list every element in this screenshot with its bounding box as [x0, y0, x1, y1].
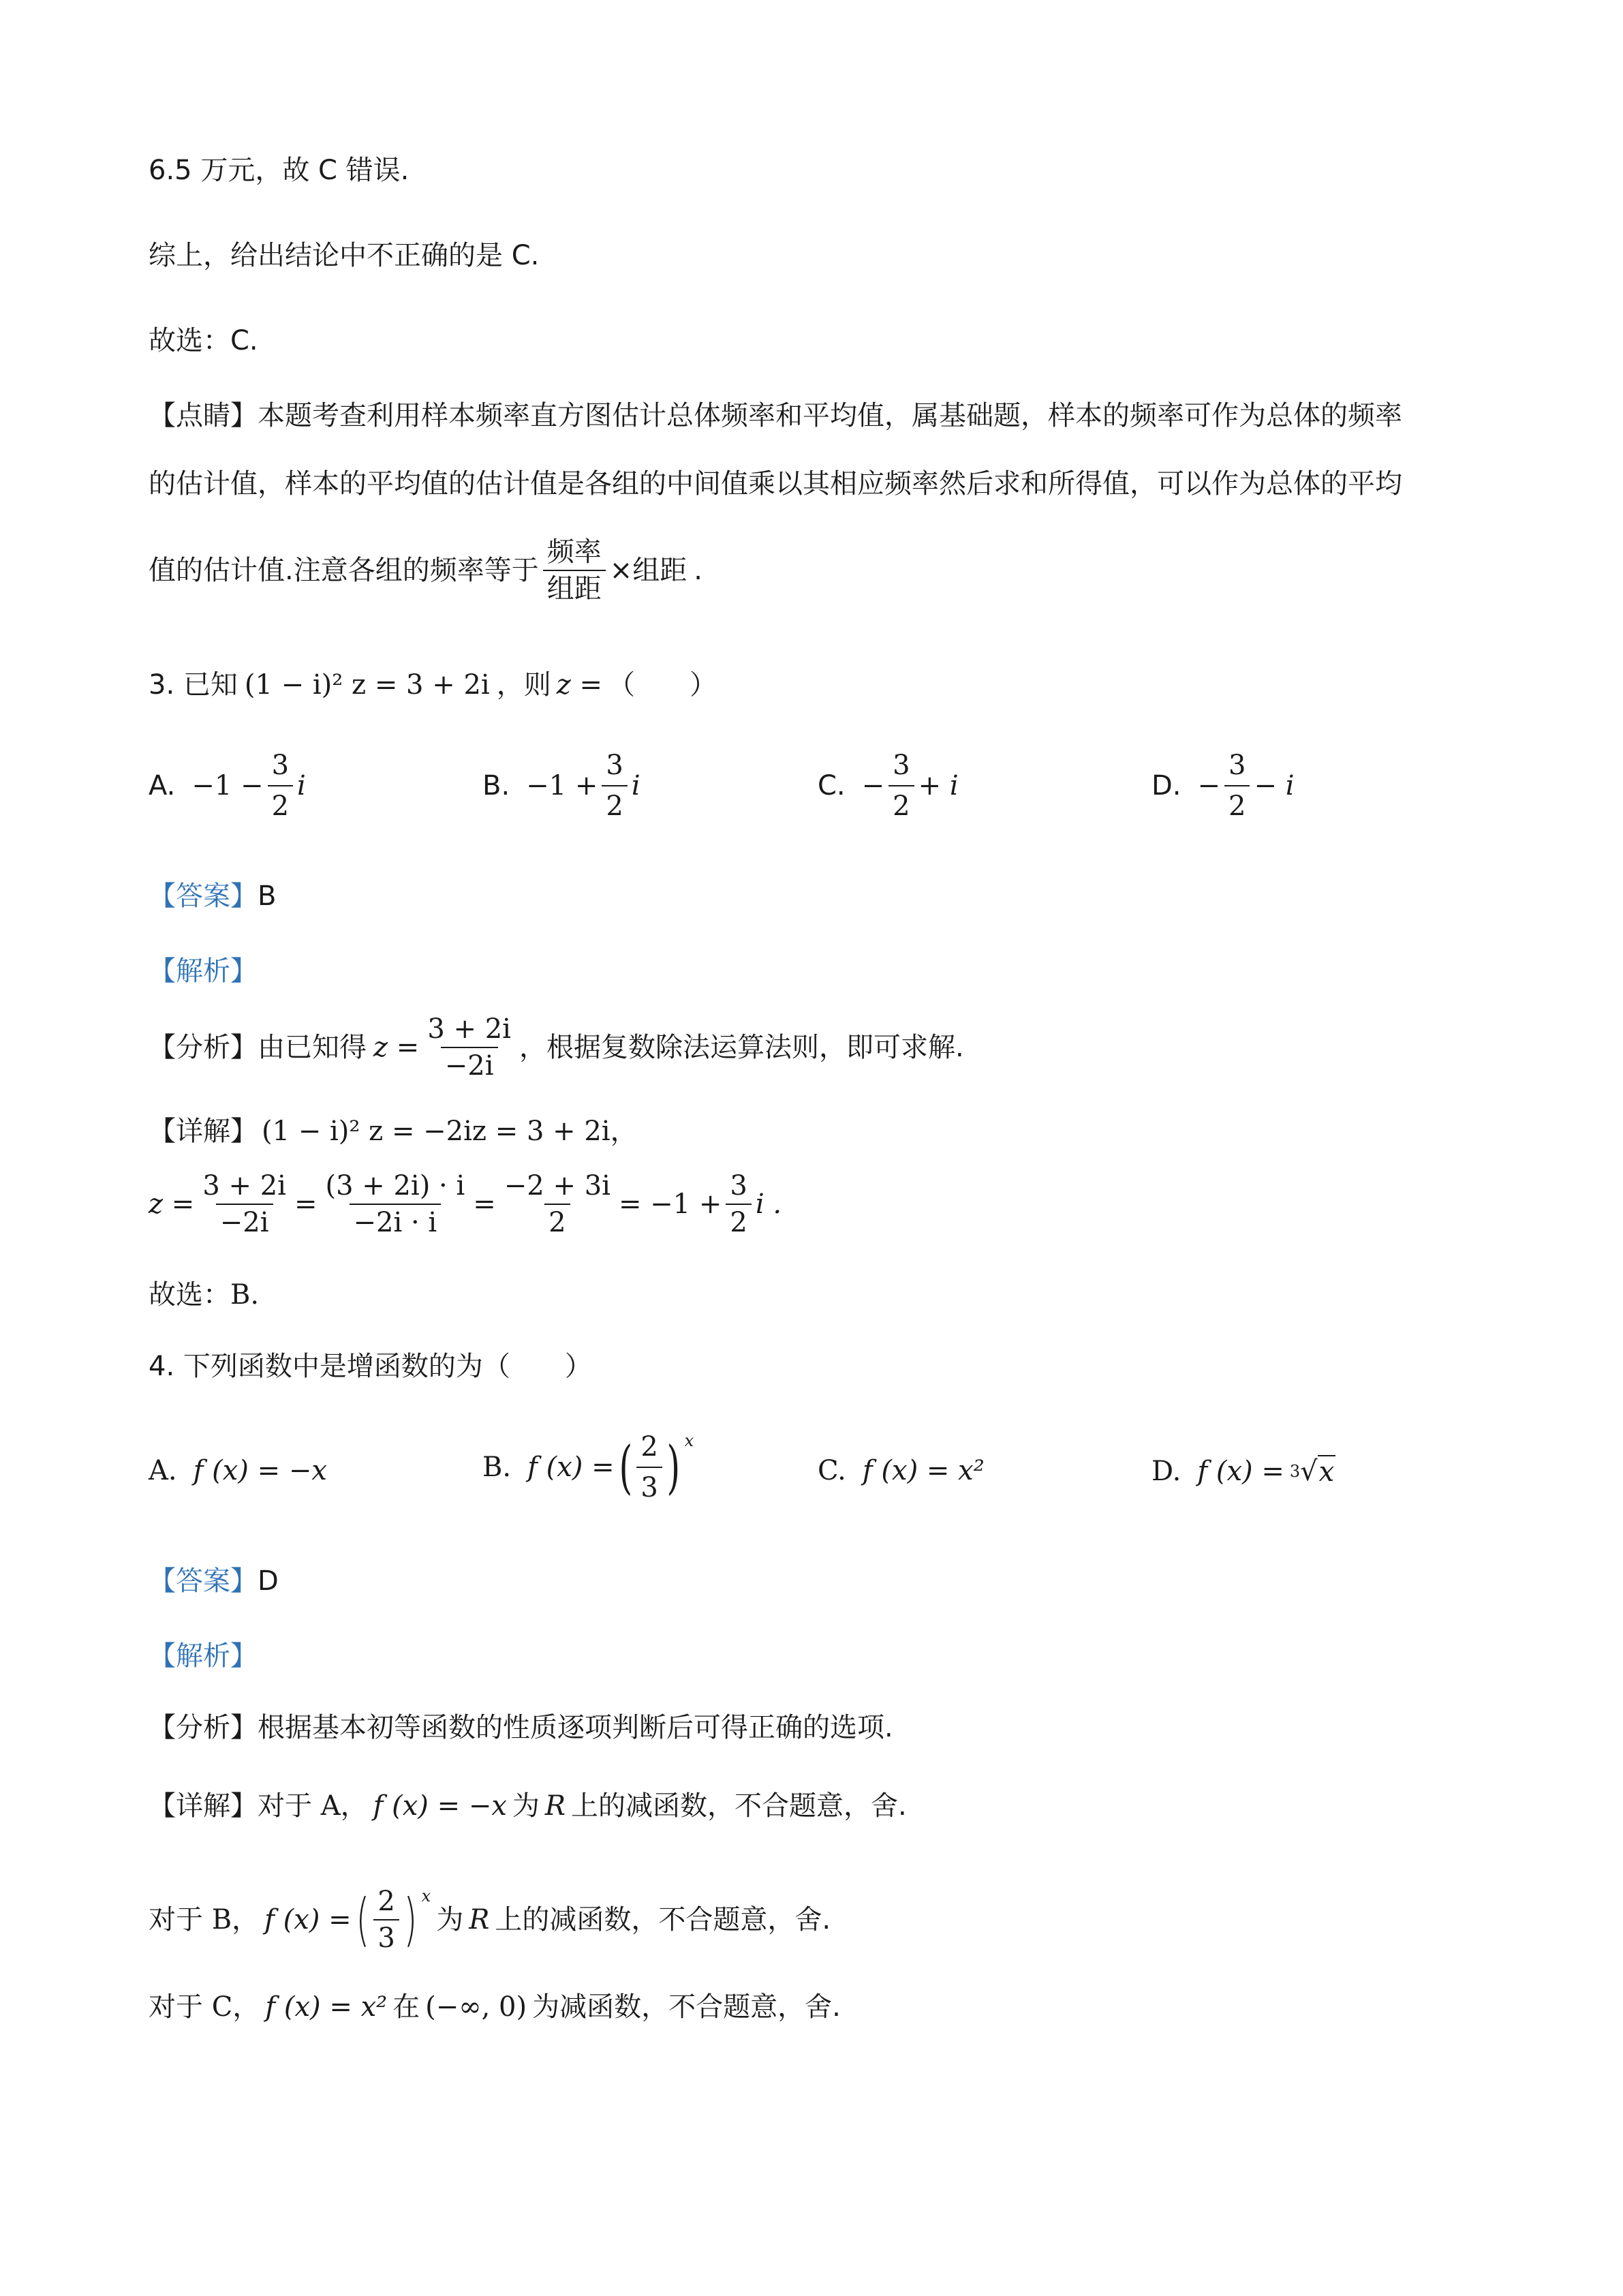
option-label: B. [482, 770, 510, 801]
q3-calc-line [149, 1172, 782, 1236]
q3-stem [149, 671, 717, 699]
answer-value: B [258, 881, 277, 912]
right-paren: ) [403, 1886, 418, 1953]
frac-den: 2 [268, 785, 293, 822]
option-fraction [1224, 750, 1250, 822]
note-text-1: 本题考查利用样本频率直方图估计总体频率和平均值，属基础题，样本的频率可作为总体的频率 [258, 400, 1402, 431]
option-label: A. [149, 1455, 177, 1486]
q2-note-line-2: 的估计值，样本的平均值的估计值是各组的中间值乘以其相应频率然后求和所得值，可以作为总体的平均 [149, 468, 1402, 500]
q4-option-b[interactable] [482, 1431, 694, 1503]
q4-option-d[interactable] [1151, 1455, 1335, 1488]
xj-pre: 对于 C， [149, 1991, 260, 2023]
q4-fenxi-line [149, 1714, 893, 1741]
xj-expr: f (x) = [264, 1904, 352, 1935]
q2-note-line-3 [149, 538, 702, 602]
xj-fraction [373, 1888, 399, 1952]
q4-xiangjie-a [149, 1792, 907, 1820]
xj-pre: 对于 A， [258, 1790, 368, 1822]
frac-den: −2i · i [350, 1204, 442, 1236]
option-fraction [888, 750, 914, 822]
xiangjie-comma: ， [610, 1116, 638, 1147]
left-paren: ( [619, 1434, 632, 1501]
option-expr: f (x) = [1197, 1456, 1284, 1487]
analysis-tag: 【解析】 [149, 1640, 258, 1672]
q2-summary-line: 综上，给出结论中不正确的是 C. [149, 240, 540, 271]
q2-note-line-1 [149, 402, 1402, 429]
calc-eq: = −1 + [618, 1189, 722, 1220]
note-frac-den: 组距 [543, 570, 606, 602]
fenxi-post: ，根据复数除法运算法则，即可求解. [519, 1032, 964, 1063]
q3-answer-line [149, 883, 276, 910]
frac-den: 2 [888, 785, 914, 822]
q3-stem-equation: (1 − i)² z = 3 + 2i [244, 669, 490, 701]
xj-interval: (−∞, 0) [425, 1991, 527, 2023]
fenxi-tag: 【分析】 [149, 1712, 258, 1743]
q3-stem-mid: ，则 [496, 669, 551, 701]
q3-option-a[interactable] [149, 750, 306, 822]
option-label: D. [1151, 1456, 1181, 1487]
q4-analysis-tag [149, 1642, 258, 1670]
root-argument: x [1318, 1456, 1335, 1488]
calc-frac-2 [321, 1172, 469, 1236]
option-expr: f (x) = [527, 1452, 615, 1483]
xj-R: R [544, 1790, 566, 1822]
fenxi-pre: 由已知得 [258, 1032, 367, 1063]
right-paren: ) [666, 1434, 681, 1501]
xj-post: 上的减函数，不合题意，舍. [571, 1790, 907, 1822]
left-paren: ( [356, 1886, 369, 1953]
analysis-tag: 【解析】 [149, 955, 258, 987]
xj-post: 上的减函数，不合题意，舍. [495, 1904, 831, 1935]
radical-icon: √ [1300, 1456, 1318, 1487]
option-exponent: x [684, 1431, 694, 1450]
option-whole: −1 − [191, 770, 264, 801]
answer-value: D [258, 1565, 279, 1597]
q3-xiangjie-line [149, 1118, 638, 1145]
frac-den: −2i [216, 1204, 273, 1236]
xj-expr: f (x) = x² [265, 1991, 388, 2023]
frac-den: −2i [441, 1047, 498, 1080]
xj-pre: 对于 B， [149, 1904, 260, 1935]
fenxi-lhs: z = [373, 1032, 420, 1063]
note-fraction [543, 538, 606, 602]
q3-analysis-tag [149, 955, 258, 987]
frac-num: (3 + 2i) · i [325, 1170, 465, 1201]
fenxi-tag: 【分析】 [149, 1032, 258, 1063]
fenxi-fraction [423, 1015, 515, 1080]
frac-num: −2 + 3i [504, 1170, 610, 1201]
calc-frac-3 [500, 1172, 615, 1236]
xj-expr: f (x) = −x [373, 1790, 507, 1822]
frac-num: 3 [730, 1170, 747, 1201]
note-tag: 【点睛】 [149, 400, 258, 431]
q4-xiangjie-b [149, 1888, 831, 1952]
q3-option-b[interactable] [482, 750, 640, 822]
frac-den: 2 [602, 785, 627, 822]
xiangjie-equation: (1 − i)² z = −2iz = 3 + 2i [262, 1116, 610, 1147]
q3-stem-var: z = [556, 669, 603, 701]
option-tail: i [297, 770, 306, 801]
q4-option-c[interactable] [818, 1455, 985, 1486]
option-label: A. [149, 770, 176, 801]
option-whole: − [1197, 770, 1221, 801]
note-text-3-post: ×组距 [609, 555, 687, 586]
calc-frac-1 [198, 1172, 290, 1236]
xj-exponent: x [421, 1886, 431, 1905]
xj-post: 为减函数，不合题意，舍. [532, 1991, 841, 2023]
calc-lhs: z = [149, 1189, 195, 1220]
calc-eq: = [473, 1189, 496, 1220]
fenxi-text: 根据基本初等函数的性质逐项判断后可得正确的选项. [258, 1712, 893, 1743]
xiangjie-tag: 【详解】 [149, 1790, 258, 1822]
option-whole: − [861, 770, 885, 801]
option-fraction [636, 1431, 662, 1503]
q3-option-d[interactable] [1151, 750, 1295, 822]
frac-den: 3 [636, 1467, 662, 1503]
frac-num: 2 [640, 1431, 658, 1463]
frac-den: 2 [1224, 785, 1250, 822]
xj-mid: 为 [436, 1904, 464, 1935]
option-label: D. [1151, 770, 1181, 801]
frac-num: 3 + 2i [427, 1013, 511, 1045]
xj-mid: 为 [512, 1790, 540, 1822]
q3-choose-line: 故选：B. [149, 1279, 260, 1311]
frac-den: 2 [726, 1204, 751, 1236]
option-expr: f (x) = x² [862, 1455, 985, 1486]
option-tail: − i [1254, 770, 1295, 801]
option-label: B. [482, 1452, 512, 1483]
q3-stem-pre: 3. 已知 [149, 669, 238, 701]
q4-answer-line [149, 1567, 279, 1595]
frac-num: 3 [1228, 750, 1246, 781]
answer-tag: 【答案】 [149, 1565, 258, 1597]
root-index: 3 [1289, 1462, 1301, 1481]
q4-stem: 4. 下列函数中是增函数的为（ ） [149, 1351, 592, 1382]
frac-num: 3 [893, 750, 910, 781]
q4-xiangjie-c [149, 1993, 841, 2021]
option-whole: −1 + [526, 770, 598, 801]
calc-eq: = [294, 1189, 318, 1220]
xj-R: R [469, 1904, 490, 1935]
frac-num: 3 [271, 750, 290, 781]
q3-stem-paren: （ ） [608, 669, 717, 701]
calc-frac-4 [726, 1172, 751, 1236]
note-text-3: 值的估计值.注意各组的频率等于 [149, 555, 539, 586]
frac-den: 2 [544, 1204, 570, 1236]
option-label: C. [818, 1455, 846, 1486]
calc-tail: i . [755, 1189, 782, 1220]
frac-den: 3 [373, 1919, 399, 1952]
xj-mid: 在 [392, 1991, 420, 2023]
q2-conclusion-line: 6.5 万元，故 C 错误. [149, 155, 409, 186]
frac-num: 3 [606, 750, 623, 781]
q4-option-a[interactable] [149, 1455, 327, 1486]
option-fraction [602, 750, 627, 822]
option-label: C. [818, 770, 846, 801]
option-expr: f (x) = −x [193, 1455, 327, 1486]
option-fraction [268, 750, 293, 822]
answer-tag: 【答案】 [149, 881, 258, 912]
option-tail: + i [918, 770, 959, 801]
note-period: . [694, 555, 702, 586]
q3-option-c[interactable] [818, 750, 959, 822]
option-tail: i [631, 770, 640, 801]
frac-num: 2 [377, 1886, 395, 1917]
note-frac-num: 频率 [546, 536, 602, 568]
q3-fenxi-line [149, 1015, 964, 1080]
q2-choose-line: 故选：C. [149, 325, 258, 356]
frac-num: 3 + 2i [202, 1170, 286, 1201]
xiangjie-tag: 【详解】 [149, 1116, 258, 1147]
